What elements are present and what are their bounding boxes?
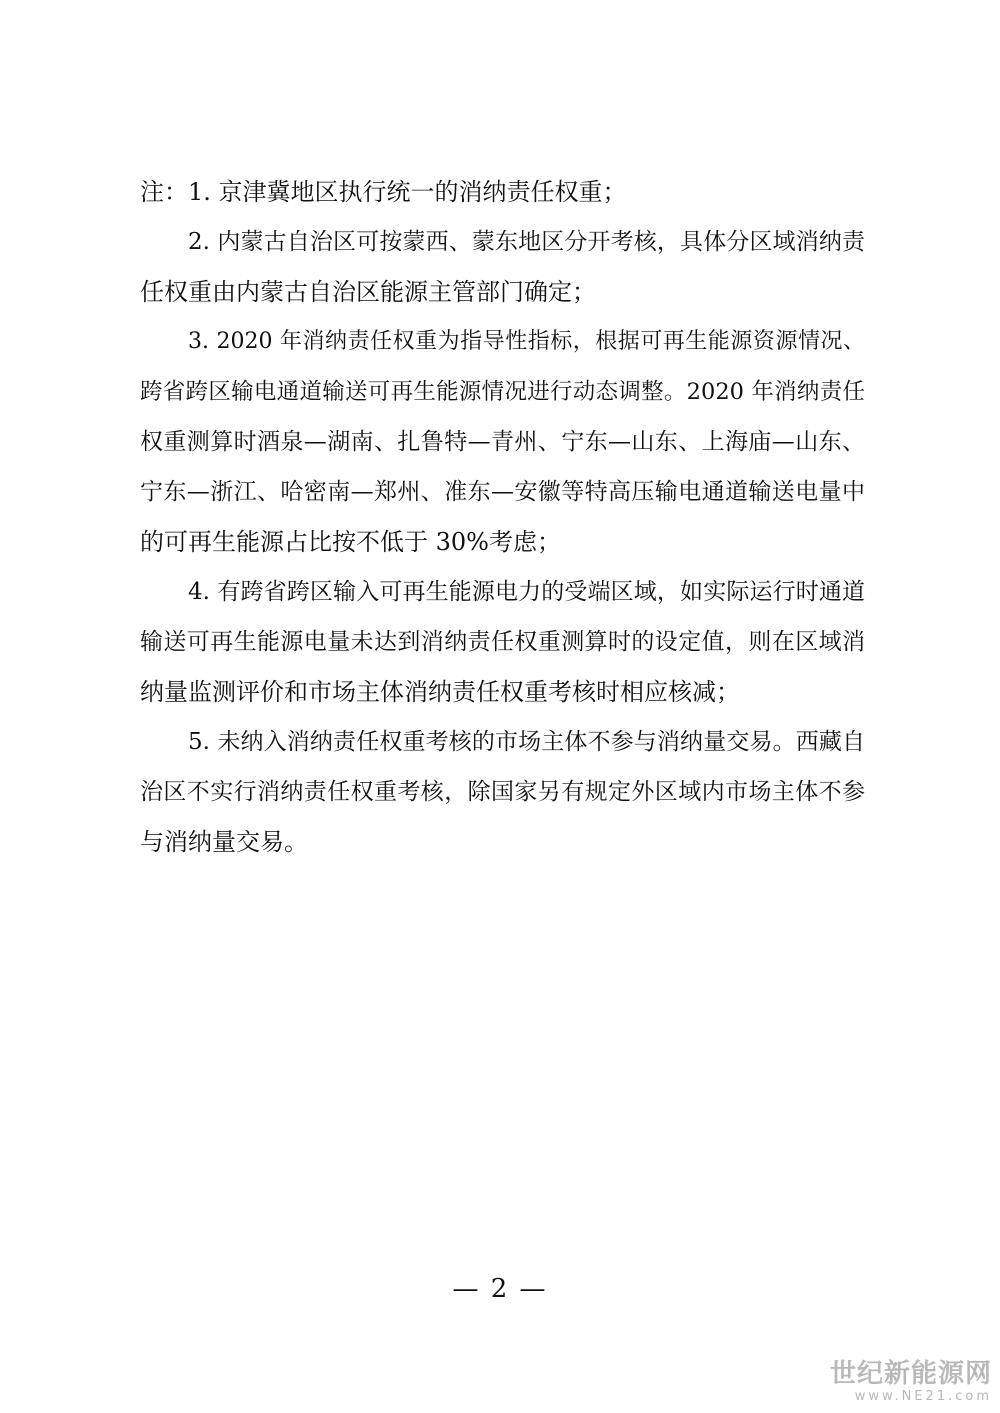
note-2-line-2: 任权重由内蒙古自治区能源主管部门确定；: [140, 278, 596, 306]
note-4: [140, 578, 865, 728]
page-number: — 2 —: [452, 1274, 548, 1304]
note-4-line-2: 输送可再生能源电量未达到消纳责任权重测算时的设定值，则在区域消: [140, 629, 865, 655]
watermark-name: 世纪新能源网: [829, 1359, 992, 1389]
note-1-line-1: 注：1. 京津冀地区执行统一的消纳责任权重；: [140, 178, 627, 206]
note-3-line-2: 跨省跨区输电通道输送可再生能源情况进行动态调整。2020 年消纳责任: [140, 379, 865, 405]
note-2: [140, 228, 865, 328]
note-4-line-3: 纳量监测评价和市场主体消纳责任权重考核时相应核减；: [140, 678, 740, 706]
site-watermark: [822, 1359, 992, 1405]
watermark-url: www.NE21.com: [854, 1389, 992, 1404]
note-3-line-3: 权重测算时酒泉—湖南、扎鲁特—青州、宁东—山东、上海庙—山东、: [140, 429, 865, 455]
note-3-line-5: 的可再生能源占比按不低于 30%考虑；: [140, 528, 561, 556]
note-3-line-4: 宁东—浙江、哈密南—郑州、准东—安徽等特高压输电通道输送电量中: [140, 479, 865, 505]
note-4-line-1: 4. 有跨省跨区输入可再生能源电力的受端区域，如实际运行时通道: [188, 579, 865, 605]
notes-section: [140, 178, 865, 878]
note-3: [140, 328, 865, 578]
note-5-line-1: 5. 未纳入消纳责任权重考核的市场主体不参与消纳量交易。西藏自: [188, 729, 865, 755]
note-5-line-3: 与消纳量交易。: [140, 828, 308, 856]
note-5: [140, 728, 865, 878]
note-1: [140, 178, 865, 228]
note-3-line-1: 3. 2020 年消纳责任权重为指导性指标，根据可再生能源资源情况、: [188, 329, 865, 354]
note-5-line-2: 治区不实行消纳责任权重考核，除国家另有规定外区域内市场主体不参: [140, 779, 865, 805]
note-2-line-1: 2. 内蒙古自治区可按蒙西、蒙东地区分开考核，具体分区域消纳责: [188, 229, 865, 255]
